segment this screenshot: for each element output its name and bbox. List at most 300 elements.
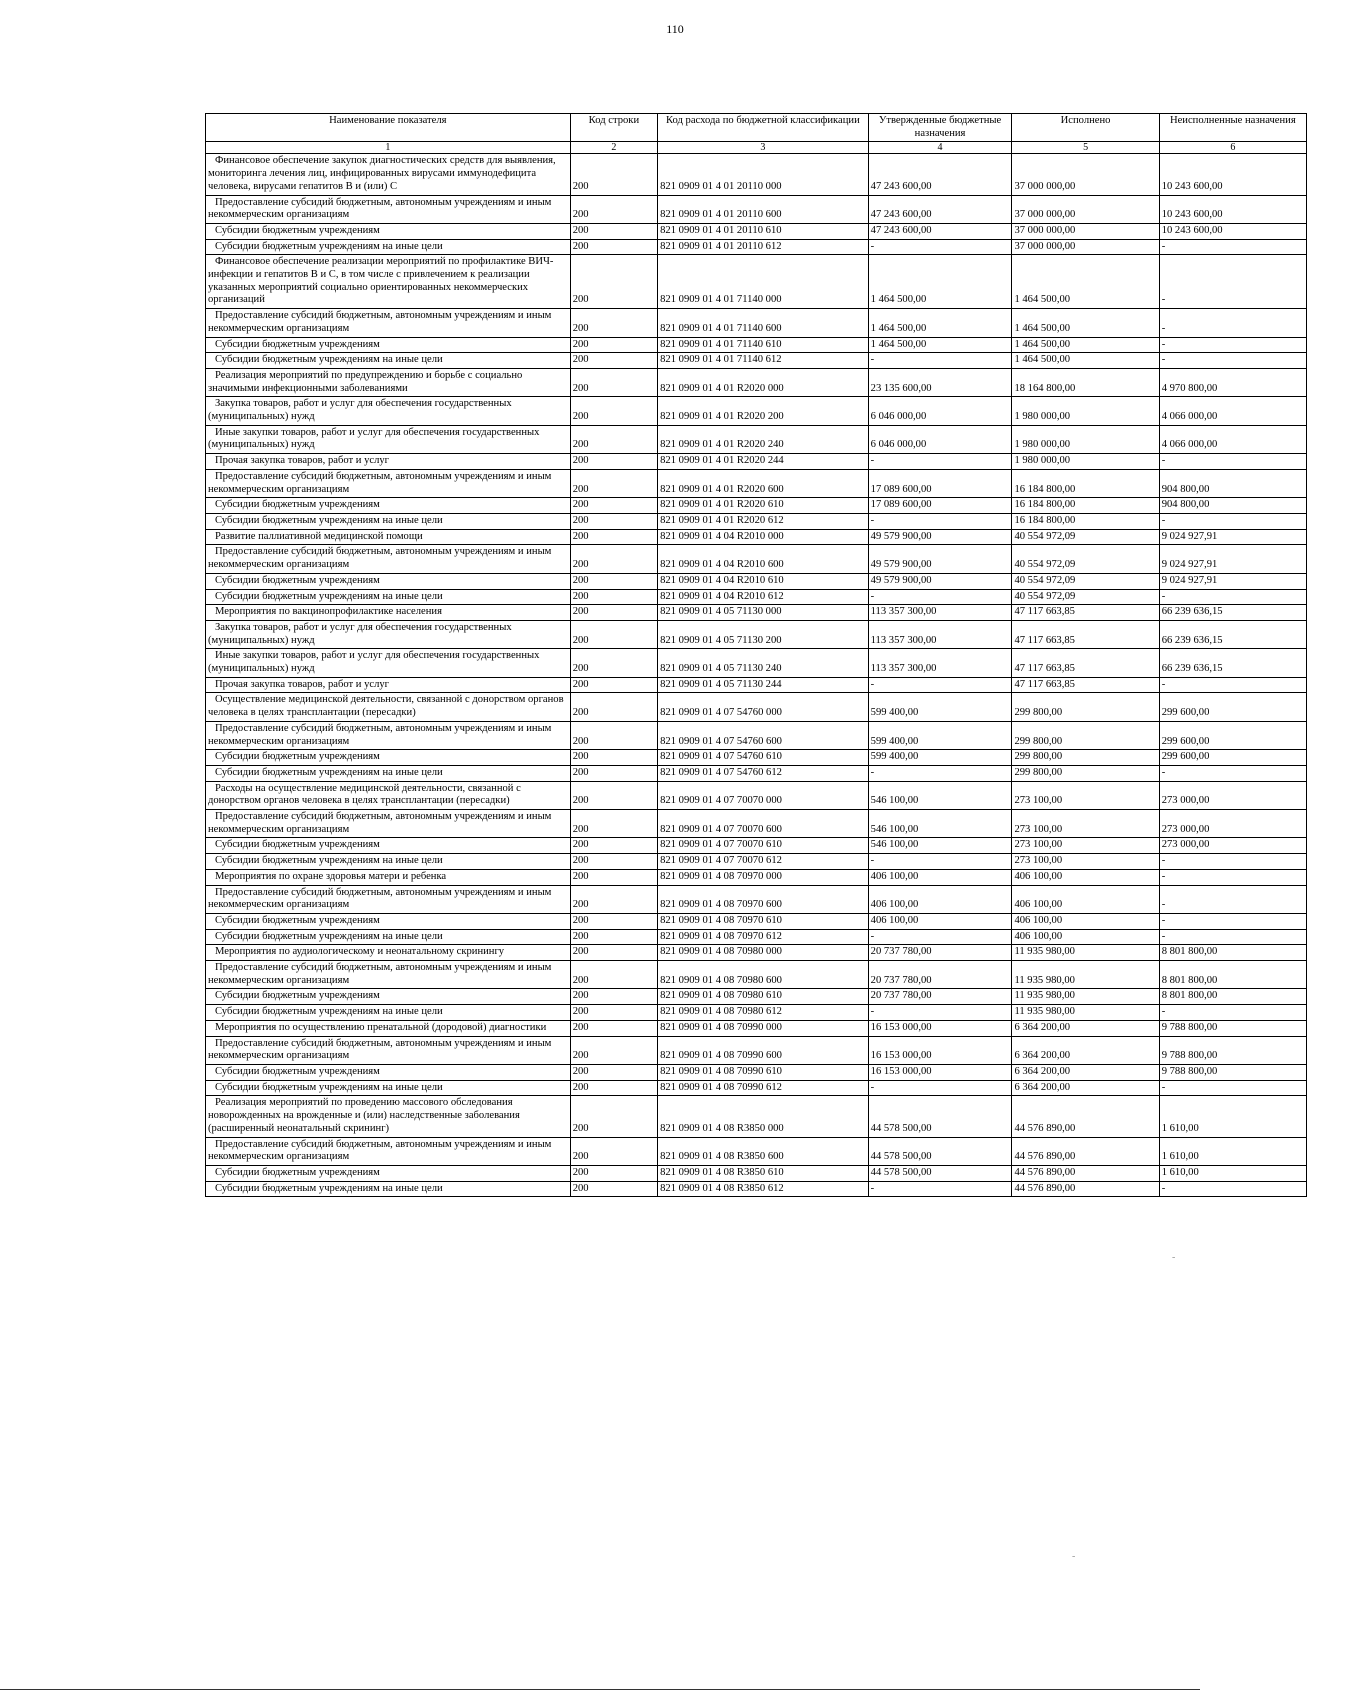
executed-cell: 37 000 000,00	[1012, 154, 1159, 195]
indicator-name-cell: Финансовое обеспечение закупок диагностических средств для выявления, мониторинга лечения лиц, инфицированных вирусами иммунодефицита человека, вирусами гепатитов В и (или) С	[206, 154, 571, 195]
unexecuted-cell: -	[1159, 309, 1306, 337]
table-row	[206, 781, 1307, 809]
line-code-cell: 200	[570, 1020, 657, 1036]
table-row	[206, 425, 1307, 453]
executed-cell: 273 100,00	[1012, 854, 1159, 870]
executed-cell: 1 980 000,00	[1012, 397, 1159, 425]
indicator-name-cell: Субсидии бюджетным учреждениям	[206, 337, 571, 353]
expense-code-cell: 821 0909 01 4 01 20110 600	[658, 195, 869, 223]
table-row	[206, 397, 1307, 425]
table-row	[206, 498, 1307, 514]
expense-code-cell: 821 0909 01 4 01 R2020 600	[658, 469, 869, 497]
indicator-name-cell: Закупка товаров, работ и услуг для обеспечения государственных (муниципальных) нужд	[206, 397, 571, 425]
indicator-name-cell: Осуществление медицинской деятельности, связанной с донорством органов человека в целях трансплантации (пересадки)	[206, 693, 571, 721]
table-row	[206, 649, 1307, 677]
indicator-name-cell: Иные закупки товаров, работ и услуг для обеспечения государственных (муниципальных) нужд	[206, 649, 571, 677]
expense-code-cell: 821 0909 01 4 05 71130 244	[658, 677, 869, 693]
indicator-name-cell: Предоставление субсидий бюджетным, автономным учреждениям и иным некоммерческим организациям	[206, 885, 571, 913]
executed-cell: 47 117 663,85	[1012, 605, 1159, 621]
indicator-name-cell: Предоставление субсидий бюджетным, автономным учреждениям и иным некоммерческим организациям	[206, 309, 571, 337]
line-code-cell: 200	[570, 513, 657, 529]
executed-cell: 1 464 500,00	[1012, 353, 1159, 369]
line-code-cell: 200	[570, 255, 657, 309]
approved-cell: 599 400,00	[868, 693, 1012, 721]
column-number: 4	[868, 142, 1012, 154]
approved-cell: -	[868, 589, 1012, 605]
table-row	[206, 929, 1307, 945]
indicator-name-cell: Прочая закупка товаров, работ и услуг	[206, 454, 571, 470]
unexecuted-cell: -	[1159, 885, 1306, 913]
table-row	[206, 677, 1307, 693]
unexecuted-cell: -	[1159, 353, 1306, 369]
table-row	[206, 961, 1307, 989]
approved-cell: 1 464 500,00	[868, 337, 1012, 353]
executed-cell: 44 576 890,00	[1012, 1137, 1159, 1165]
approved-cell: -	[868, 513, 1012, 529]
executed-cell: 406 100,00	[1012, 913, 1159, 929]
approved-cell: 49 579 900,00	[868, 545, 1012, 573]
indicator-name-cell: Реализация мероприятий по предупреждению и борьбе с социально значимыми инфекционными заболеваниями	[206, 368, 571, 396]
line-code-cell: 200	[570, 781, 657, 809]
expense-code-cell: 821 0909 01 4 08 70990 610	[658, 1065, 869, 1081]
indicator-name-cell: Субсидии бюджетным учреждениям на иные цели	[206, 1005, 571, 1021]
unexecuted-cell: -	[1159, 677, 1306, 693]
indicator-name-cell: Субсидии бюджетным учреждениям на иные цели	[206, 589, 571, 605]
table-row	[206, 1065, 1307, 1081]
header-executed: Исполнено	[1012, 114, 1159, 142]
line-code-cell: 200	[570, 765, 657, 781]
line-code-cell: 200	[570, 885, 657, 913]
indicator-name-cell: Субсидии бюджетным учреждениям	[206, 989, 571, 1005]
unexecuted-cell: 9 024 927,91	[1159, 529, 1306, 545]
table-row	[206, 529, 1307, 545]
table-row	[206, 838, 1307, 854]
approved-cell: 113 357 300,00	[868, 649, 1012, 677]
expense-code-cell: 821 0909 01 4 01 71140 610	[658, 337, 869, 353]
indicator-name-cell: Субсидии бюджетным учреждениям на иные цели	[206, 1080, 571, 1096]
unexecuted-cell: 8 801 800,00	[1159, 945, 1306, 961]
line-code-cell: 200	[570, 498, 657, 514]
indicator-name-cell: Субсидии бюджетным учреждениям на иные цели	[206, 929, 571, 945]
budget-execution-table	[205, 113, 1307, 1197]
expense-code-cell: 821 0909 01 4 05 71130 200	[658, 620, 869, 648]
approved-cell: 1 464 500,00	[868, 309, 1012, 337]
unexecuted-cell: 9 788 800,00	[1159, 1036, 1306, 1064]
line-code-cell: 200	[570, 529, 657, 545]
indicator-name-cell: Мероприятия по охране здоровья матери и ребенка	[206, 869, 571, 885]
expense-code-cell: 821 0909 01 4 01 R2020 000	[658, 368, 869, 396]
executed-cell: 47 117 663,85	[1012, 649, 1159, 677]
indicator-name-cell: Расходы на осуществление медицинской деятельности, связанной с донорством органов человека в целях трансплантации (пересадки)	[206, 781, 571, 809]
indicator-name-cell: Предоставление субсидий бюджетным, автономным учреждениям и иным некоммерческим организациям	[206, 810, 571, 838]
unexecuted-cell: -	[1159, 239, 1306, 255]
executed-cell: 1 980 000,00	[1012, 454, 1159, 470]
column-number-row	[206, 142, 1307, 154]
unexecuted-cell: -	[1159, 1181, 1306, 1197]
expense-code-cell: 821 0909 01 4 07 54760 610	[658, 750, 869, 766]
approved-cell: 20 737 780,00	[868, 989, 1012, 1005]
executed-cell: 6 364 200,00	[1012, 1080, 1159, 1096]
expense-code-cell: 821 0909 01 4 07 70070 610	[658, 838, 869, 854]
expense-code-cell: 821 0909 01 4 01 R2020 244	[658, 454, 869, 470]
expense-code-cell: 821 0909 01 4 08 70990 000	[658, 1020, 869, 1036]
executed-cell: 44 576 890,00	[1012, 1096, 1159, 1137]
table-row	[206, 1181, 1307, 1197]
unexecuted-cell: 1 610,00	[1159, 1165, 1306, 1181]
line-code-cell: 200	[570, 929, 657, 945]
column-number: 3	[658, 142, 869, 154]
expense-code-cell: 821 0909 01 4 07 70070 612	[658, 854, 869, 870]
approved-cell: 16 153 000,00	[868, 1020, 1012, 1036]
approved-cell: 546 100,00	[868, 810, 1012, 838]
expense-code-cell: 821 0909 01 4 07 54760 000	[658, 693, 869, 721]
indicator-name-cell: Реализация мероприятий по проведению массового обследования новорожденных на врожденные и (или) наследственные заболевания (расширенный неонатальный скрининг)	[206, 1096, 571, 1137]
unexecuted-cell: -	[1159, 1005, 1306, 1021]
unexecuted-cell: 273 000,00	[1159, 810, 1306, 838]
indicator-name-cell: Предоставление субсидий бюджетным, автономным учреждениям и иным некоммерческим организациям	[206, 1036, 571, 1064]
unexecuted-cell: 904 800,00	[1159, 469, 1306, 497]
approved-cell: 17 089 600,00	[868, 498, 1012, 514]
expense-code-cell: 821 0909 01 4 08 R3850 612	[658, 1181, 869, 1197]
expense-code-cell: 821 0909 01 4 04 R2010 612	[658, 589, 869, 605]
executed-cell: 37 000 000,00	[1012, 195, 1159, 223]
indicator-name-cell: Мероприятия по вакцинопрофилактике населения	[206, 605, 571, 621]
approved-cell: 47 243 600,00	[868, 223, 1012, 239]
approved-cell: 546 100,00	[868, 781, 1012, 809]
unexecuted-cell: 10 243 600,00	[1159, 195, 1306, 223]
executed-cell: 44 576 890,00	[1012, 1181, 1159, 1197]
executed-cell: 406 100,00	[1012, 885, 1159, 913]
unexecuted-cell: 1 610,00	[1159, 1137, 1306, 1165]
executed-cell: 47 117 663,85	[1012, 677, 1159, 693]
executed-cell: 299 800,00	[1012, 721, 1159, 749]
table-row	[206, 693, 1307, 721]
expense-code-cell: 821 0909 01 4 05 71130 000	[658, 605, 869, 621]
executed-cell: 406 100,00	[1012, 869, 1159, 885]
unexecuted-cell: 66 239 636,15	[1159, 620, 1306, 648]
indicator-name-cell: Финансовое обеспечение реализации мероприятий по профилактике ВИЧ-инфекции и гепатитов В и С, в том числе с привлечением к реализации указанных мероприятий социально ориентированных некоммерческих организаций	[206, 255, 571, 309]
executed-cell: 273 100,00	[1012, 838, 1159, 854]
line-code-cell: 200	[570, 223, 657, 239]
approved-cell: 23 135 600,00	[868, 368, 1012, 396]
unexecuted-cell: 9 024 927,91	[1159, 545, 1306, 573]
expense-code-cell: 821 0909 01 4 07 70070 000	[658, 781, 869, 809]
executed-cell: 11 935 980,00	[1012, 1005, 1159, 1021]
expense-code-cell: 821 0909 01 4 08 70980 610	[658, 989, 869, 1005]
executed-cell: 37 000 000,00	[1012, 239, 1159, 255]
approved-cell: 49 579 900,00	[868, 529, 1012, 545]
line-code-cell: 200	[570, 353, 657, 369]
line-code-cell: 200	[570, 913, 657, 929]
line-code-cell: 200	[570, 337, 657, 353]
line-code-cell: 200	[570, 368, 657, 396]
scan-mark: -	[1072, 1551, 1076, 1562]
approved-cell: -	[868, 1080, 1012, 1096]
expense-code-cell: 821 0909 01 4 04 R2010 000	[658, 529, 869, 545]
table-row	[206, 750, 1307, 766]
executed-cell: 16 184 800,00	[1012, 498, 1159, 514]
executed-cell: 299 800,00	[1012, 765, 1159, 781]
executed-cell: 40 554 972,09	[1012, 573, 1159, 589]
header-expense-code: Код расхода по бюджетной классификации	[658, 114, 869, 142]
executed-cell: 299 800,00	[1012, 750, 1159, 766]
unexecuted-cell: 8 801 800,00	[1159, 961, 1306, 989]
approved-cell: -	[868, 353, 1012, 369]
expense-code-cell: 821 0909 01 4 01 R2020 200	[658, 397, 869, 425]
expense-code-cell: 821 0909 01 4 04 R2010 600	[658, 545, 869, 573]
executed-cell: 11 935 980,00	[1012, 989, 1159, 1005]
table-row	[206, 337, 1307, 353]
unexecuted-cell: 299 600,00	[1159, 721, 1306, 749]
table-row	[206, 810, 1307, 838]
line-code-cell: 200	[570, 854, 657, 870]
executed-cell: 11 935 980,00	[1012, 961, 1159, 989]
expense-code-cell: 821 0909 01 4 05 71130 240	[658, 649, 869, 677]
approved-cell: 6 046 000,00	[868, 425, 1012, 453]
line-code-cell: 200	[570, 154, 657, 195]
expense-code-cell: 821 0909 01 4 08 70970 612	[658, 929, 869, 945]
table-row	[206, 913, 1307, 929]
page-edge-line	[0, 1689, 1200, 1690]
table-body	[206, 154, 1307, 1197]
header-indicator-name: Наименование показателя	[206, 114, 571, 142]
executed-cell: 16 184 800,00	[1012, 513, 1159, 529]
unexecuted-cell: -	[1159, 929, 1306, 945]
line-code-cell: 200	[570, 945, 657, 961]
indicator-name-cell: Субсидии бюджетным учреждениям	[206, 750, 571, 766]
unexecuted-cell: -	[1159, 854, 1306, 870]
expense-code-cell: 821 0909 01 4 01 20110 000	[658, 154, 869, 195]
table-row	[206, 869, 1307, 885]
scan-mark: -	[1172, 1252, 1176, 1263]
table-row	[206, 1165, 1307, 1181]
column-number: 1	[206, 142, 571, 154]
table-row	[206, 721, 1307, 749]
expense-code-cell: 821 0909 01 4 01 R2020 612	[658, 513, 869, 529]
indicator-name-cell: Субсидии бюджетным учреждениям	[206, 573, 571, 589]
unexecuted-cell: -	[1159, 589, 1306, 605]
indicator-name-cell: Субсидии бюджетным учреждениям	[206, 1165, 571, 1181]
approved-cell: 47 243 600,00	[868, 154, 1012, 195]
indicator-name-cell: Субсидии бюджетным учреждениям на иные цели	[206, 353, 571, 369]
approved-cell: 113 357 300,00	[868, 605, 1012, 621]
expense-code-cell: 821 0909 01 4 08 R3850 000	[658, 1096, 869, 1137]
unexecuted-cell: 4 066 000,00	[1159, 397, 1306, 425]
line-code-cell: 200	[570, 989, 657, 1005]
table-row	[206, 945, 1307, 961]
table-row	[206, 454, 1307, 470]
indicator-name-cell: Мероприятия по осуществлению пренатальной (дородовой) диагностики	[206, 1020, 571, 1036]
line-code-cell: 200	[570, 1065, 657, 1081]
executed-cell: 1 464 500,00	[1012, 255, 1159, 309]
executed-cell: 40 554 972,09	[1012, 589, 1159, 605]
line-code-cell: 200	[570, 573, 657, 589]
unexecuted-cell: 4 066 000,00	[1159, 425, 1306, 453]
expense-code-cell: 821 0909 01 4 07 54760 612	[658, 765, 869, 781]
table-row	[206, 1020, 1307, 1036]
expense-code-cell: 821 0909 01 4 07 70070 600	[658, 810, 869, 838]
expense-code-cell: 821 0909 01 4 08 70970 000	[658, 869, 869, 885]
table-row	[206, 154, 1307, 195]
approved-cell: 20 737 780,00	[868, 945, 1012, 961]
executed-cell: 18 164 800,00	[1012, 368, 1159, 396]
expense-code-cell: 821 0909 01 4 08 70980 612	[658, 1005, 869, 1021]
executed-cell: 406 100,00	[1012, 929, 1159, 945]
unexecuted-cell: -	[1159, 454, 1306, 470]
unexecuted-cell: 9 788 800,00	[1159, 1065, 1306, 1081]
indicator-name-cell: Предоставление субсидий бюджетным, автономным учреждениям и иным некоммерческим организациям	[206, 1137, 571, 1165]
table-row	[206, 1005, 1307, 1021]
executed-cell: 1 464 500,00	[1012, 309, 1159, 337]
line-code-cell: 200	[570, 397, 657, 425]
expense-code-cell: 821 0909 01 4 01 20110 610	[658, 223, 869, 239]
approved-cell: -	[868, 765, 1012, 781]
line-code-cell: 200	[570, 239, 657, 255]
indicator-name-cell: Субсидии бюджетным учреждениям	[206, 1065, 571, 1081]
indicator-name-cell: Субсидии бюджетным учреждениям	[206, 913, 571, 929]
expense-code-cell: 821 0909 01 4 08 70980 600	[658, 961, 869, 989]
approved-cell: 406 100,00	[868, 869, 1012, 885]
unexecuted-cell: 66 239 636,15	[1159, 605, 1306, 621]
indicator-name-cell: Субсидии бюджетным учреждениям	[206, 498, 571, 514]
approved-cell: 406 100,00	[868, 913, 1012, 929]
unexecuted-cell: -	[1159, 337, 1306, 353]
line-code-cell: 200	[570, 750, 657, 766]
indicator-name-cell: Субсидии бюджетным учреждениям на иные цели	[206, 765, 571, 781]
unexecuted-cell: 273 000,00	[1159, 838, 1306, 854]
approved-cell: 16 153 000,00	[868, 1065, 1012, 1081]
indicator-name-cell: Предоставление субсидий бюджетным, автономным учреждениям и иным некоммерческим организациям	[206, 545, 571, 573]
approved-cell: 546 100,00	[868, 838, 1012, 854]
executed-cell: 44 576 890,00	[1012, 1165, 1159, 1181]
line-code-cell: 200	[570, 1096, 657, 1137]
table-row	[206, 885, 1307, 913]
indicator-name-cell: Предоставление субсидий бюджетным, автономным учреждениям и иным некоммерческим организациям	[206, 195, 571, 223]
unexecuted-cell: 10 243 600,00	[1159, 223, 1306, 239]
executed-cell: 6 364 200,00	[1012, 1036, 1159, 1064]
line-code-cell: 200	[570, 677, 657, 693]
unexecuted-cell: -	[1159, 513, 1306, 529]
header-line-code: Код строки	[570, 114, 657, 142]
unexecuted-cell: 66 239 636,15	[1159, 649, 1306, 677]
line-code-cell: 200	[570, 309, 657, 337]
table-row	[206, 513, 1307, 529]
line-code-cell: 200	[570, 195, 657, 223]
approved-cell: 20 737 780,00	[868, 961, 1012, 989]
expense-code-cell: 821 0909 01 4 01 71140 600	[658, 309, 869, 337]
approved-cell: 44 578 500,00	[868, 1096, 1012, 1137]
table-row	[206, 1036, 1307, 1064]
approved-cell: -	[868, 1181, 1012, 1197]
unexecuted-cell: -	[1159, 913, 1306, 929]
line-code-cell: 200	[570, 620, 657, 648]
approved-cell: -	[868, 454, 1012, 470]
line-code-cell: 200	[570, 605, 657, 621]
table-row	[206, 353, 1307, 369]
line-code-cell: 200	[570, 589, 657, 605]
indicator-name-cell: Субсидии бюджетным учреждениям	[206, 838, 571, 854]
line-code-cell: 200	[570, 1036, 657, 1064]
table-row	[206, 1137, 1307, 1165]
unexecuted-cell: -	[1159, 255, 1306, 309]
executed-cell: 40 554 972,09	[1012, 529, 1159, 545]
approved-cell: -	[868, 854, 1012, 870]
table-row	[206, 589, 1307, 605]
line-code-cell: 200	[570, 1080, 657, 1096]
header-approved: Утвержденные бюджетные назначения	[868, 114, 1012, 142]
table-row	[206, 605, 1307, 621]
unexecuted-cell: 10 243 600,00	[1159, 154, 1306, 195]
executed-cell: 47 117 663,85	[1012, 620, 1159, 648]
expense-code-cell: 821 0909 01 4 08 70970 600	[658, 885, 869, 913]
approved-cell: 1 464 500,00	[868, 255, 1012, 309]
indicator-name-cell: Иные закупки товаров, работ и услуг для обеспечения государственных (муниципальных) нужд	[206, 425, 571, 453]
approved-cell: 47 243 600,00	[868, 195, 1012, 223]
expense-code-cell: 821 0909 01 4 01 R2020 610	[658, 498, 869, 514]
column-number: 2	[570, 142, 657, 154]
table-row	[206, 368, 1307, 396]
header-row	[206, 114, 1307, 142]
unexecuted-cell: 904 800,00	[1159, 498, 1306, 514]
line-code-cell: 200	[570, 469, 657, 497]
indicator-name-cell: Развитие паллиативной медицинской помощи	[206, 529, 571, 545]
unexecuted-cell: -	[1159, 765, 1306, 781]
line-code-cell: 200	[570, 693, 657, 721]
expense-code-cell: 821 0909 01 4 07 54760 600	[658, 721, 869, 749]
unexecuted-cell: 4 970 800,00	[1159, 368, 1306, 396]
executed-cell: 1 464 500,00	[1012, 337, 1159, 353]
indicator-name-cell: Предоставление субсидий бюджетным, автономным учреждениям и иным некоммерческим организациям	[206, 469, 571, 497]
unexecuted-cell: -	[1159, 869, 1306, 885]
approved-cell: 599 400,00	[868, 750, 1012, 766]
expense-code-cell: 821 0909 01 4 04 R2010 610	[658, 573, 869, 589]
table-row	[206, 309, 1307, 337]
table-row	[206, 854, 1307, 870]
approved-cell: -	[868, 677, 1012, 693]
unexecuted-cell: 273 000,00	[1159, 781, 1306, 809]
executed-cell: 273 100,00	[1012, 810, 1159, 838]
column-number: 6	[1159, 142, 1306, 154]
unexecuted-cell: 8 801 800,00	[1159, 989, 1306, 1005]
approved-cell: 17 089 600,00	[868, 469, 1012, 497]
expense-code-cell: 821 0909 01 4 01 71140 612	[658, 353, 869, 369]
unexecuted-cell: 1 610,00	[1159, 1096, 1306, 1137]
executed-cell: 1 980 000,00	[1012, 425, 1159, 453]
executed-cell: 16 184 800,00	[1012, 469, 1159, 497]
expense-code-cell: 821 0909 01 4 01 20110 612	[658, 239, 869, 255]
indicator-name-cell: Предоставление субсидий бюджетным, автономным учреждениям и иным некоммерческим организациям	[206, 961, 571, 989]
expense-code-cell: 821 0909 01 4 08 70990 612	[658, 1080, 869, 1096]
line-code-cell: 200	[570, 838, 657, 854]
unexecuted-cell: 299 600,00	[1159, 750, 1306, 766]
line-code-cell: 200	[570, 1005, 657, 1021]
table-row	[206, 223, 1307, 239]
page-number: 110	[666, 22, 684, 36]
unexecuted-cell: -	[1159, 1080, 1306, 1096]
expense-code-cell: 821 0909 01 4 01 71140 000	[658, 255, 869, 309]
expense-code-cell: 821 0909 01 4 08 R3850 600	[658, 1137, 869, 1165]
line-code-cell: 200	[570, 545, 657, 573]
table-row	[206, 765, 1307, 781]
table-row	[206, 239, 1307, 255]
unexecuted-cell: 9 024 927,91	[1159, 573, 1306, 589]
line-code-cell: 200	[570, 649, 657, 677]
table-row	[206, 989, 1307, 1005]
indicator-name-cell: Субсидии бюджетным учреждениям на иные цели	[206, 1181, 571, 1197]
approved-cell: -	[868, 239, 1012, 255]
approved-cell: -	[868, 929, 1012, 945]
executed-cell: 6 364 200,00	[1012, 1065, 1159, 1081]
